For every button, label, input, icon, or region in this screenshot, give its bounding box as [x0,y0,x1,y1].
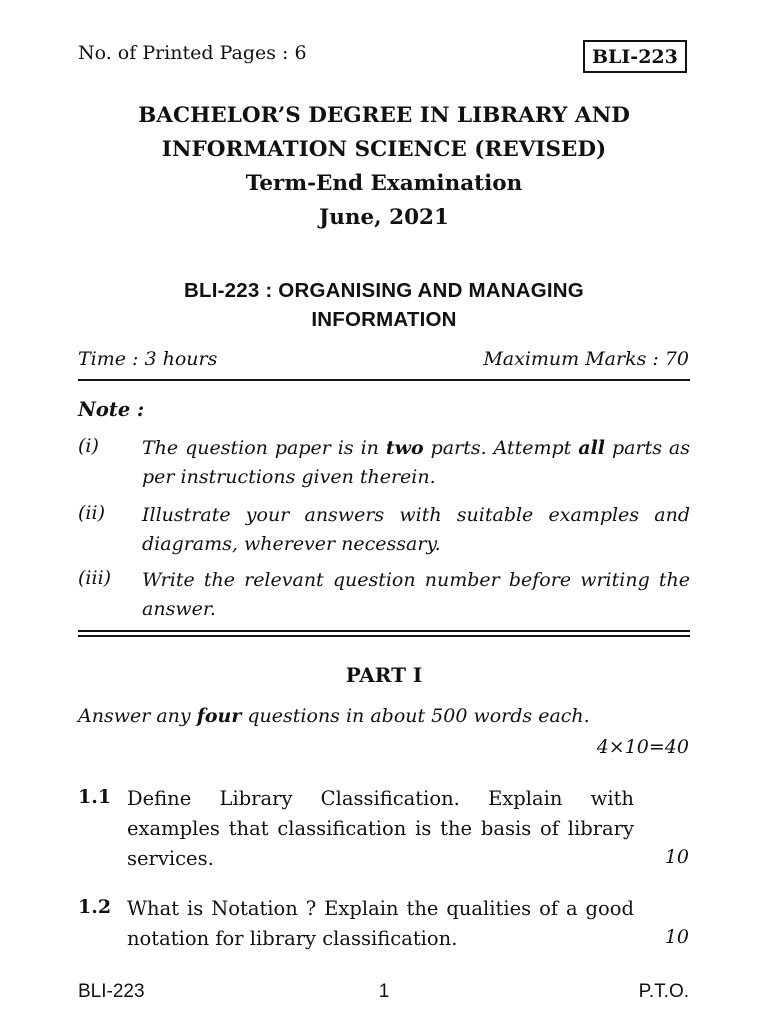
double-rule-upper [78,630,690,632]
footer-pto: P.T.O. [638,981,689,1002]
course-code-box: BLI-223 [583,40,687,73]
note-text-segment: parts. Attempt [423,437,579,459]
programme-title-line-1: BACHELOR’S DEGREE IN LIBRARY AND [138,103,630,128]
question-text: What is Notation ? Explain the qualities of a good notation for library classification. [127,897,634,950]
question-text: Define Library Classification. Explain with examples that classification is the basis of library services. [127,787,634,870]
note-item-number: (i) [78,435,99,457]
part-marks-scheme: 4×10=40 [596,736,689,758]
time-allowed: Time : 3 hours [78,348,218,370]
printed-pages-count: No. of Printed Pages : 6 [78,42,307,64]
course-title-line-1: BLI-223 : ORGANISING AND MANAGING [184,279,584,302]
question-number: 1.2 [78,896,112,918]
programme-title-line-2: INFORMATION SCIENCE (REVISED) [161,137,607,162]
double-rule-lower [78,635,690,637]
note-item-text [142,434,690,492]
note-emphasis-two: two [385,437,424,459]
note-text-segment: The question paper is in [142,437,386,459]
note-heading: Note : [78,398,145,421]
exam-session-date: June, 2021 [319,205,449,230]
course-title-line-2: INFORMATION [311,308,457,331]
instruction-emphasis-four: four [196,705,242,727]
instruction-segment: Answer any [78,705,197,727]
part-instruction [78,705,690,727]
question-number: 1.1 [78,786,112,808]
footer-course-code: BLI-223 [78,981,145,1002]
horizontal-rule [78,379,690,381]
instruction-segment: questions in about 500 words each. [241,705,590,727]
note-item-text: Write the relevant question number before writing the answer. [142,569,690,620]
note-text-segment: parts as per instructions given therein. [142,437,690,488]
maximum-marks: Maximum Marks : 70 [483,348,689,370]
note-item-number: (iii) [78,567,112,589]
footer-page-number: 1 [378,981,390,1002]
note-emphasis-all: all [578,437,606,459]
part-heading: PART I [345,663,423,687]
note-item-number: (ii) [78,502,105,524]
question-marks: 10 [664,846,689,868]
question-marks: 10 [664,926,689,948]
exam-type-title: Term-End Examination [245,171,523,196]
note-item-text: Illustrate your answers with suitable examples and diagrams, wherever necessary. [142,504,690,555]
